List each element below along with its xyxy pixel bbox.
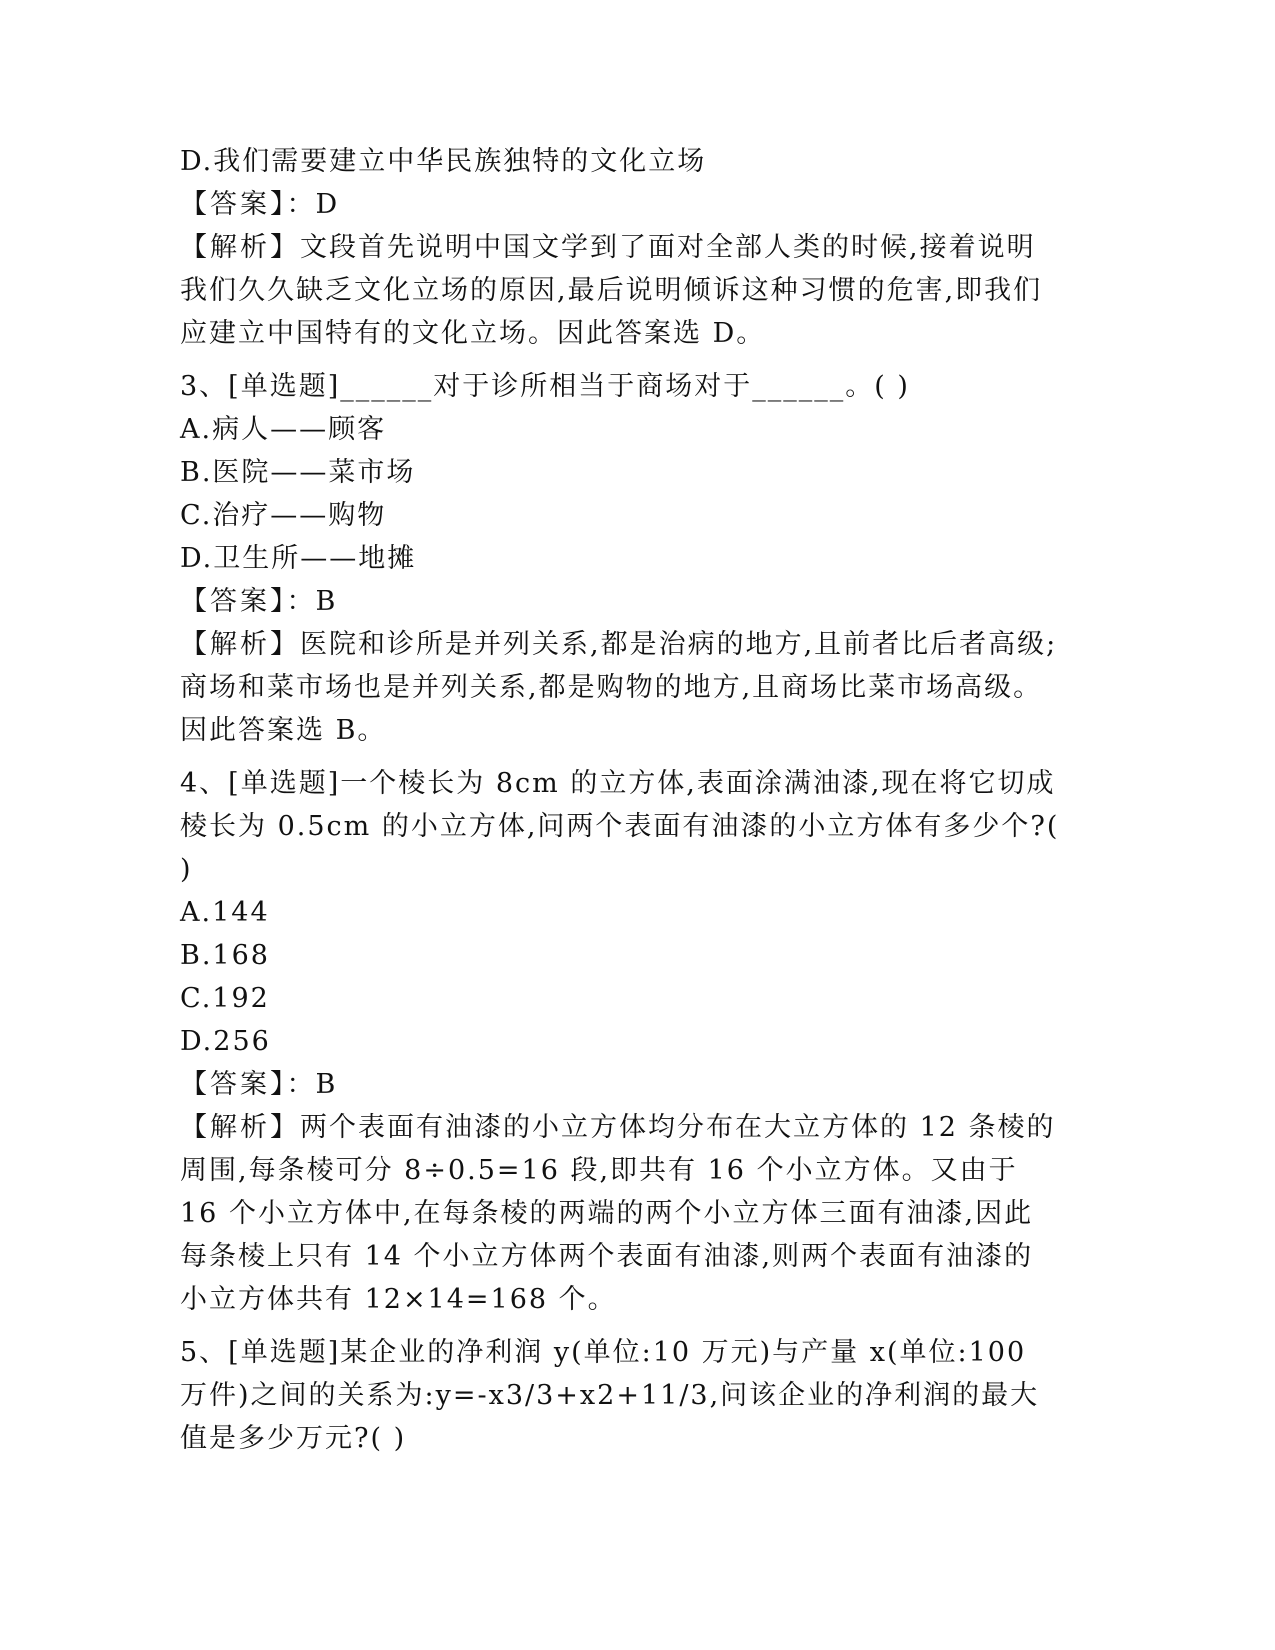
answer-tag: 【答案】: [180, 189, 287, 220]
answer-value: ：B: [286, 586, 338, 617]
q3-option-d: D.卫生所——地摊: [180, 543, 417, 574]
q4-option-c: C.192: [180, 983, 270, 1014]
answer-tag: 【答案】: [180, 586, 287, 617]
q4-analysis: [180, 1106, 1060, 1321]
q3-answer: [180, 580, 1080, 623]
q4-answer: [180, 1063, 1080, 1106]
q3-stem: 3、[单选题]______对于诊所相当于商场对于______。( ): [180, 371, 910, 402]
q4-stem: 4、[单选题]一个棱长为 8cm 的立方体,表面涂满油漆,现在将它切成棱长为 0.5cm 的小立方体,问两个表面有油漆的小立方体有多少个?( ): [180, 768, 1060, 885]
q3-analysis: [180, 623, 1060, 752]
q2-answer: [180, 183, 1080, 226]
q4-option-b: B.168: [180, 940, 270, 971]
analysis-text: 两个表面有油漆的小立方体均分布在大立方体的 12 条棱的周围,每条棱可分 8÷0.5=16 段,即共有 16 个小立方体。又由于 16 个小立方体中,在每条棱的两端的两个小立方体三面有油漆,因此每条棱上只有 14 个小立方体两个表面有油漆,则两个表面有油漆的小立方体共有 12×14=168 个。: [180, 1112, 1056, 1315]
q4-option-d: D.256: [180, 1026, 271, 1057]
analysis-text: 文段首先说明中国文学到了面对全部人类的时候,接着说明我们久久缺乏文化立场的原因,最后说明倾诉这种习惯的危害,即我们应建立中国特有的文化立场。因此答案选 D。: [180, 232, 1043, 349]
q3-option-b: B.医院——菜市场: [180, 457, 416, 488]
analysis-tag: 【解析】: [180, 232, 300, 263]
q5-stem: 5、[单选题]某企业的净利润 y(单位:10 万元)与产量 x(单位:100 万件)之间的关系为:y=-x3/3+x2+11/3,问该企业的净利润的最大值是多少万元?( ): [180, 1337, 1040, 1454]
q2-option-d: D.我们需要建立中华民族独特的文化立场: [180, 146, 707, 177]
q3-option-a: A.病人——顾客: [180, 414, 387, 445]
analysis-tag: 【解析】: [180, 629, 300, 660]
q3-option-c: C.治疗——购物: [180, 500, 387, 531]
q2-analysis: [180, 226, 1060, 355]
answer-tag: 【答案】: [180, 1069, 287, 1100]
answer-value: ：B: [286, 1069, 338, 1100]
analysis-text: 医院和诊所是并列关系,都是治病的地方,且前者比后者高级;商场和菜市场也是并列关系,都是购物的地方,且商场比菜市场高级。因此答案选 B。: [180, 629, 1058, 746]
answer-value: ：D: [286, 189, 340, 220]
analysis-tag: 【解析】: [180, 1112, 300, 1143]
document-page: [180, 140, 1080, 1460]
q4-option-a: A.144: [180, 897, 270, 928]
